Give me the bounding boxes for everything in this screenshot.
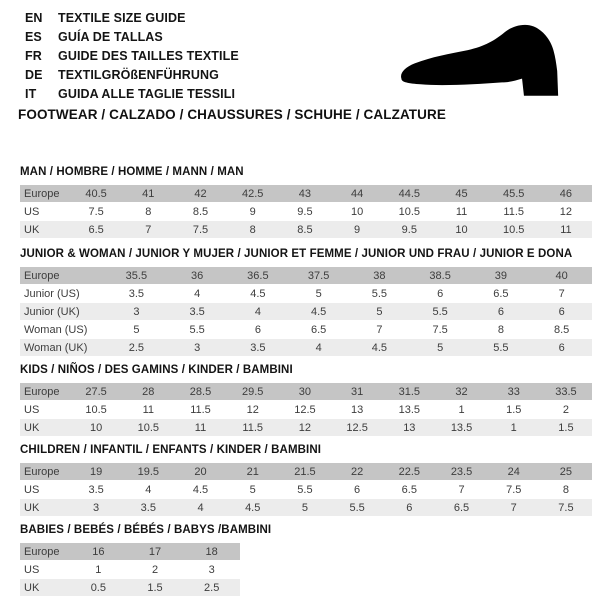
row-label: UK: [24, 501, 40, 514]
section-title: CHILDREN / INFANTIL / ENFANTS / KINDER / BAMBINI: [20, 444, 322, 456]
language-label: TEXTILE SIZE GUIDE: [58, 10, 186, 25]
size-section-kids: [20, 364, 592, 437]
table-row: [20, 543, 240, 560]
table-row: [20, 499, 592, 516]
size-cell: 8: [249, 223, 256, 236]
size-cell: 41: [142, 187, 155, 200]
size-cell: 4: [145, 483, 152, 496]
size-cell: 7: [376, 323, 383, 336]
size-cell: 7.5: [432, 323, 448, 336]
size-cell: 46: [559, 187, 573, 200]
size-cell: 3: [93, 501, 100, 514]
section-title: BABIES / BEBÉS / BÉBÉS / BABYS /BAMBINI: [20, 524, 272, 536]
size-cell: 33.5: [555, 385, 577, 398]
size-cell: 31: [350, 385, 364, 398]
row-label: Europe: [24, 545, 60, 558]
size-cell: 12: [246, 403, 259, 416]
row-label: Junior (UK): [24, 305, 80, 318]
language-row-it: [25, 84, 239, 103]
size-cell: 44.5: [398, 187, 421, 200]
size-cell: 17: [148, 545, 162, 558]
section-title: MAN / HOMBRE / HOMME / MANN / MAN: [20, 166, 244, 178]
row-label: Woman (UK): [24, 341, 88, 354]
size-cell: 3.5: [250, 341, 266, 354]
language-code: FR: [25, 48, 42, 63]
size-cell: 5: [133, 323, 140, 336]
size-cell: 1: [95, 563, 102, 576]
size-cell: 4.5: [192, 483, 209, 496]
row-label: Europe: [24, 465, 60, 478]
size-cell: 7.5: [88, 205, 104, 218]
table-row: [20, 185, 592, 202]
size-cell: 1: [510, 421, 517, 434]
size-cell: 7: [558, 287, 565, 300]
size-table: [20, 185, 592, 238]
size-cell: 25: [559, 465, 573, 478]
section-title: KIDS / NIÑOS / DES GAMINS / KINDER / BAMBINI: [20, 364, 293, 376]
size-cell: 43: [298, 187, 312, 200]
size-cell: 21.5: [294, 465, 316, 478]
table-row: [20, 303, 592, 320]
size-cell: 13: [403, 421, 416, 434]
size-cell: 5: [437, 341, 444, 354]
size-cell: 33: [507, 385, 520, 398]
size-cell: 1.5: [558, 421, 574, 434]
size-cell: 36.5: [247, 269, 269, 282]
size-cell: 7.5: [192, 223, 209, 236]
table-row: [20, 267, 592, 284]
size-cell: 45: [455, 187, 468, 200]
size-cell: 1.5: [147, 581, 163, 594]
size-cell: 8: [497, 323, 504, 336]
size-cell: 4.5: [250, 287, 266, 300]
size-cell: 42: [194, 187, 207, 200]
table-row: [20, 285, 592, 302]
size-cell: 2.5: [204, 581, 220, 594]
size-cell: 29.5: [242, 385, 264, 398]
section-title: JUNIOR & WOMAN / JUNIOR Y MUJER / JUNIOR ET FEMME / JUNIOR UND FRAU / JUNIOR E DONA: [20, 248, 573, 260]
size-cell: 3.5: [88, 483, 104, 496]
size-cell: 6: [558, 341, 565, 354]
size-cell: 5: [315, 287, 322, 300]
size-cell: 7.5: [558, 501, 574, 514]
size-cell: 28.5: [189, 385, 212, 398]
size-cell: 22.5: [398, 465, 421, 478]
size-cell: 45.5: [503, 187, 525, 200]
size-cell: 31.5: [398, 385, 421, 398]
size-cell: 4.5: [371, 341, 388, 354]
size-section-junior-woman: [20, 248, 592, 357]
size-cell: 12: [559, 205, 573, 218]
size-cell: 27.5: [85, 385, 107, 398]
size-cell: 18: [205, 545, 218, 558]
size-cell: 3.5: [140, 501, 156, 514]
size-cell: 5.5: [189, 323, 205, 336]
size-cell: 6.5: [493, 287, 509, 300]
size-cell: 5.5: [297, 483, 313, 496]
size-cell: 10.5: [85, 403, 107, 416]
language-label: GUIDE DES TAILLES TEXTILE: [58, 48, 239, 63]
size-cell: 10: [455, 223, 468, 236]
size-cell: 36: [191, 269, 204, 282]
size-cell: 13.5: [450, 421, 473, 434]
row-label: UK: [24, 223, 40, 236]
language-row-fr: [25, 46, 239, 65]
table-row: [20, 321, 592, 338]
size-cell: 9.5: [401, 223, 417, 236]
size-cell: 6.5: [88, 223, 104, 236]
size-cell: 12.5: [294, 403, 316, 416]
row-label: Europe: [24, 385, 60, 398]
size-section-babies: [20, 524, 592, 597]
size-cell: 2.5: [128, 341, 145, 354]
language-code: ES: [25, 29, 42, 44]
size-cell: 24: [507, 465, 520, 478]
size-cell: 5.5: [371, 287, 388, 300]
row-label: US: [24, 205, 40, 218]
size-cell: 8.5: [192, 205, 209, 218]
size-cell: 3.5: [189, 305, 205, 318]
row-label: Europe: [24, 269, 60, 282]
size-table: [20, 543, 240, 596]
size-cell: 11: [142, 403, 155, 416]
language-code: IT: [25, 86, 37, 101]
size-cell: 7: [510, 501, 517, 514]
table-row: [20, 419, 592, 436]
size-section-children: [20, 444, 592, 517]
size-cell: 32: [455, 385, 468, 398]
size-cell: 16: [92, 545, 105, 558]
size-cell: 6: [254, 323, 261, 336]
size-cell: 6: [558, 305, 565, 318]
size-cell: 6: [497, 305, 504, 318]
language-label: GUIDA ALLE TAGLIE TESSILI: [58, 86, 236, 101]
size-cell: 2: [562, 403, 569, 416]
table-row: [20, 203, 592, 220]
size-cell: 4: [194, 287, 201, 300]
size-cell: 9.5: [297, 205, 313, 218]
size-cell: 23.5: [450, 465, 473, 478]
size-cell: 5.5: [432, 305, 448, 318]
size-cell: 21: [246, 465, 259, 478]
size-cell: 5.5: [349, 501, 365, 514]
size-cell: 3: [208, 563, 215, 576]
size-cell: 7: [458, 483, 465, 496]
size-cell: 11: [194, 421, 207, 434]
table-row: [20, 463, 592, 480]
size-cell: 10: [89, 421, 103, 434]
table-row: [20, 401, 592, 418]
size-cell: 7.5: [506, 483, 522, 496]
size-cell: 8.5: [297, 223, 313, 236]
size-cell: 13.5: [398, 403, 421, 416]
size-cell: 4: [315, 341, 322, 354]
size-cell: 6: [354, 483, 361, 496]
size-cell: 19: [89, 465, 103, 478]
size-cell: 13: [350, 403, 364, 416]
table-row: [20, 221, 592, 238]
size-table: [20, 463, 592, 516]
size-cell: 38: [373, 269, 386, 282]
size-cell: 20: [194, 465, 207, 478]
language-row-es: [25, 27, 239, 46]
size-section-man: [20, 166, 592, 239]
size-cell: 4: [254, 305, 261, 318]
language-list: [25, 8, 239, 103]
size-cell: 8.5: [553, 323, 570, 336]
row-label: Woman (US): [24, 323, 88, 336]
category-title: FOOTWEAR / CALZADO / CHAUSSURES / SCHUHE / CALZATURE: [18, 107, 446, 122]
size-cell: 2: [151, 563, 159, 576]
row-label: US: [24, 563, 40, 576]
size-cell: 1.5: [506, 403, 522, 416]
table-row: [20, 383, 592, 400]
table-row: [20, 579, 240, 596]
size-cell: 37.5: [307, 269, 330, 282]
row-label: US: [24, 483, 40, 496]
size-cell: 0.5: [90, 581, 106, 594]
size-cell: 11.5: [190, 403, 211, 416]
size-cell: 6.5: [401, 483, 417, 496]
size-cell: 6: [406, 501, 413, 514]
size-cell: 10: [350, 205, 364, 218]
size-cell: 4.5: [245, 501, 261, 514]
size-cell: 5: [301, 501, 308, 514]
size-cell: 19.5: [137, 465, 160, 478]
size-cell: 40: [555, 269, 568, 282]
row-label: UK: [24, 581, 40, 594]
size-cell: 5.5: [493, 341, 509, 354]
size-cell: 42.5: [242, 187, 264, 200]
table-row: [20, 339, 592, 356]
size-cell: 1: [458, 403, 465, 416]
size-cell: 35.5: [125, 269, 148, 282]
size-cell: 12.5: [346, 421, 368, 434]
language-label: GUÍA DE TALLAS: [58, 29, 163, 44]
size-cell: 11.5: [242, 421, 263, 434]
size-table: [20, 383, 592, 436]
size-cell: 6.5: [310, 323, 327, 336]
row-label: Junior (US): [24, 287, 80, 300]
size-cell: 3: [133, 305, 140, 318]
size-cell: 5: [376, 305, 383, 318]
size-cell: 6: [437, 287, 444, 300]
size-cell: 10.5: [137, 421, 160, 434]
size-cell: 44: [350, 187, 364, 200]
row-label: Europe: [24, 187, 60, 200]
language-code: DE: [25, 67, 43, 82]
size-cell: 8: [562, 483, 569, 496]
size-cell: 12: [298, 421, 312, 434]
language-row-de: [25, 65, 239, 84]
table-row: [20, 481, 592, 498]
language-row-en: [25, 8, 239, 27]
shoe-silhouette-icon: [390, 14, 580, 109]
size-cell: 11: [455, 205, 468, 218]
size-cell: 6.5: [453, 501, 470, 514]
size-cell: 10.5: [503, 223, 525, 236]
size-cell: 39: [494, 269, 507, 282]
row-label: US: [24, 403, 40, 416]
size-cell: 40.5: [85, 187, 107, 200]
size-cell: 4.5: [310, 305, 327, 318]
size-cell: 9: [249, 205, 256, 218]
size-cell: 5: [249, 483, 256, 496]
size-cell: 4: [197, 501, 204, 514]
size-cell: 7: [145, 223, 152, 236]
size-cell: 10.5: [398, 205, 421, 218]
size-cell: 8: [145, 205, 152, 218]
size-cell: 28: [142, 385, 155, 398]
size-cell: 11: [560, 223, 572, 236]
language-code: EN: [25, 10, 43, 25]
size-cell: 3.5: [128, 287, 145, 300]
size-cell: 9: [354, 223, 361, 236]
size-table: [20, 267, 592, 356]
row-label: UK: [24, 421, 40, 434]
table-row: [20, 561, 240, 578]
size-cell: 30: [298, 385, 312, 398]
language-label: TEXTILGRÖßENFÜHRUNG: [58, 67, 219, 82]
size-cell: 38.5: [429, 269, 451, 282]
size-cell: 3: [194, 341, 201, 354]
size-cell: 11.5: [503, 205, 525, 218]
size-cell: 22: [350, 465, 364, 478]
